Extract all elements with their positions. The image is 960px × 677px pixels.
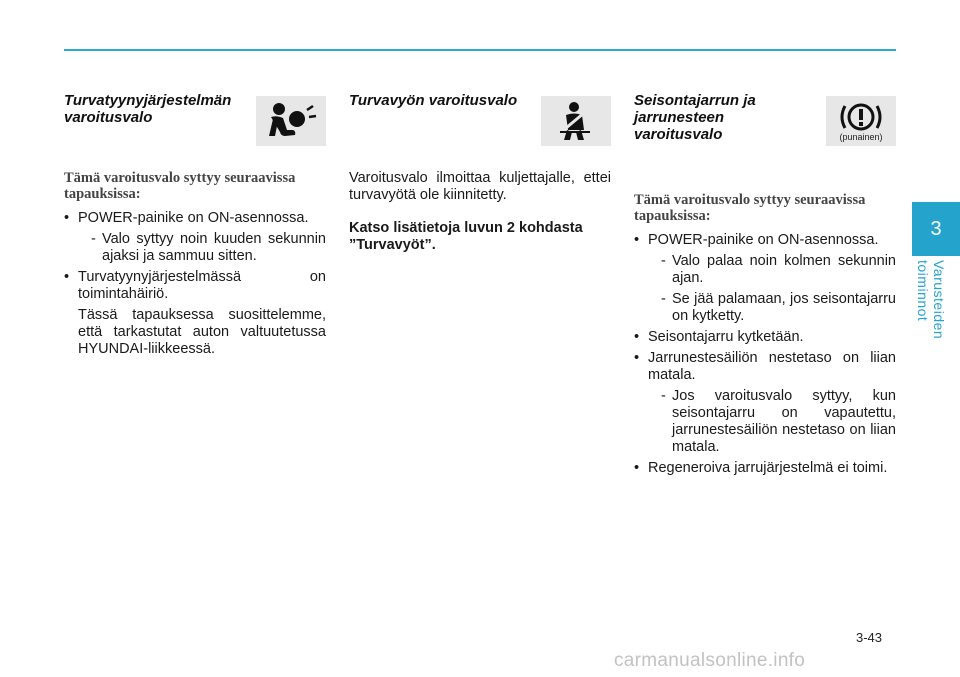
sub-item-text: Se jää palamaan, jos seisontajarru on kytketty. (672, 291, 896, 324)
section-title: Seisontajarrun ja jarrunesteen varoitusvalo (634, 92, 756, 143)
list-item (64, 210, 326, 265)
sub-item: - Valo palaa noin kolmen sekunnin ajan. (661, 253, 896, 286)
list-item (634, 232, 896, 325)
section-title: Turvatyynyjärjestelmän varoitusvalo (64, 92, 232, 126)
list-item (634, 329, 896, 346)
column-seatbelt (349, 92, 611, 254)
intro-text: Tämä varoitusvalo syttyy seuraavissa tapauksissa: (634, 192, 866, 224)
column-brake (634, 92, 896, 481)
sub-item-text: Valo palaa noin kolmen sekunnin ajan. (672, 253, 896, 286)
sub-item: - Valo syttyy noin kuuden sekunnin ajaksi ja sammuu sitten. (91, 231, 326, 264)
column-airbag (64, 92, 326, 358)
list-item-text: Jarrunestesäiliön nestetaso on liian matala. (648, 350, 896, 383)
page-number: 3-43 (856, 630, 883, 645)
sub-item: - Se jää palamaan, jos seisontajarru on kytketty. (661, 291, 896, 324)
airbag-warning-icon (256, 96, 326, 146)
intro-text: Tämä varoitusvalo syttyy seuraavissa tapauksissa: (64, 170, 296, 202)
section-header (349, 92, 611, 152)
bullet-list (64, 210, 326, 303)
list-item-text: POWER-painike on ON-asennossa. (648, 232, 879, 248)
list-item (64, 269, 326, 303)
list-item-text: POWER-painike on ON-asennossa. (78, 210, 309, 226)
watermark: carmanualsonline.info (614, 650, 806, 671)
bullet-list (634, 232, 896, 477)
top-rule (64, 49, 896, 51)
sub-item: - Jos varoitusvalo syttyy, kun seisontajarru on vapautettu, jarrunestesäiliön nestetaso on liian matala. (661, 388, 896, 455)
section-header (634, 92, 896, 180)
list-item (634, 460, 896, 477)
brake-warning-icon (826, 96, 896, 146)
sub-item-text: Valo syttyy noin kuuden sekunnin ajaksi ja sammuu sitten. (102, 231, 326, 264)
section-title: Turvavyön varoitusvalo (349, 92, 518, 109)
section-header (64, 92, 326, 152)
seatbelt-warning-icon (541, 96, 611, 146)
continuation-text: Tässä tapauksessa suosittelemme, että tarkastutat auton valtuutetussa HYUNDAI-liikkeessä. (78, 307, 326, 357)
sub-item-text: Jos varoitusvalo syttyy, kun seisontajarru on vapautettu, jarrunestesäiliön nestetaso on liian matala. (672, 388, 896, 455)
list-item-text: Turvatyynyjärjestelmässä on toimintahäiriö. (78, 269, 326, 302)
chapter-title: Varusteiden toiminnot (915, 260, 947, 340)
description-text: Varoitusvalo ilmoittaa kuljettajalle, ettei turvavyötä ole kiinnitetty. (349, 170, 611, 203)
list-item-text: Seisontajarru kytketään. (648, 329, 804, 345)
icon-caption: (punainen) (839, 132, 883, 142)
reference-text: Katso lisätietoja luvun 2 kohdasta ”Turvavyöt”. (349, 220, 583, 253)
list-item-text: Regeneroiva jarrujärjestelmä ei toimi. (648, 460, 888, 476)
list-item (634, 350, 896, 456)
chapter-tab: 3 (912, 202, 960, 256)
